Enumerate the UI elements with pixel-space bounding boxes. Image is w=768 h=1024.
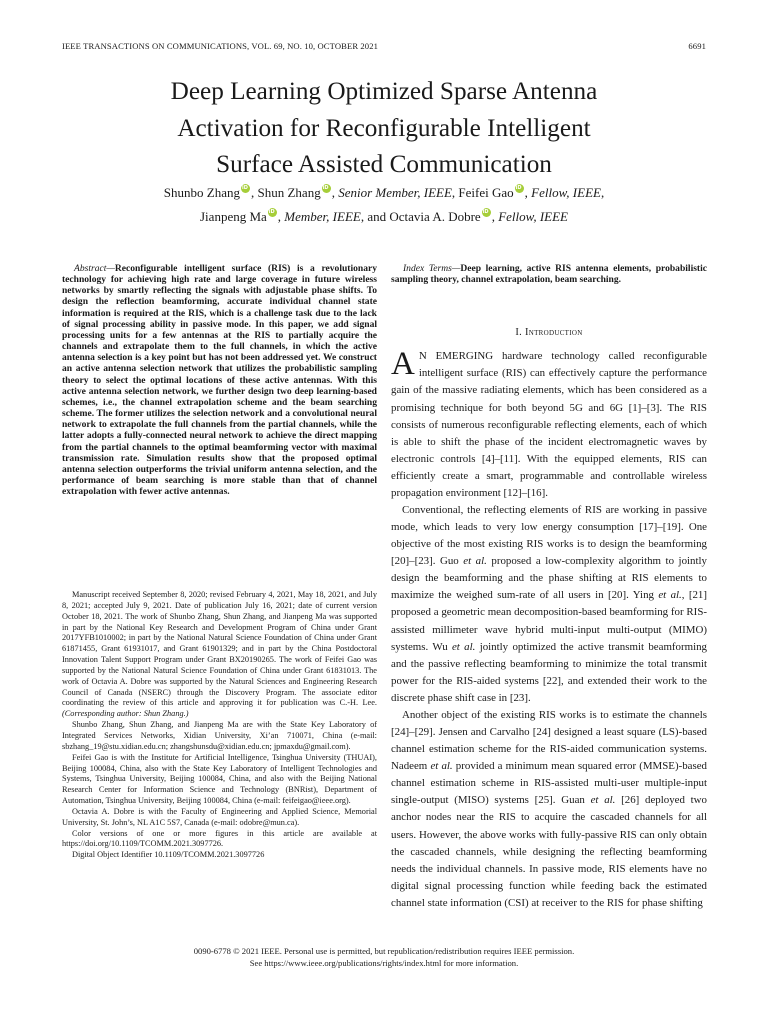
author-separator: , and bbox=[360, 209, 390, 224]
et-al: et al. bbox=[430, 760, 453, 773]
rights-link[interactable]: See https://www.ieee.org/publications/rights/index.html for more information. bbox=[249, 958, 519, 969]
paragraph-text: Conventional, the reflecting elements of RIS are working in passive mode, which leads to very low energy consumption [17]–[19]. One objective of the most existing RIS works is to design the beamforming [20]–[23]. Guo bbox=[391, 504, 707, 568]
orcid-icon[interactable] bbox=[268, 208, 277, 217]
footnote-doi: Digital Object Identifier 10.1109/TCOMM.2021.3097726 bbox=[72, 850, 265, 860]
introduction-body bbox=[391, 348, 707, 912]
index-terms-label: Index Terms— bbox=[403, 263, 461, 274]
author-role: Senior Member, IEEE bbox=[338, 185, 452, 200]
author-list bbox=[60, 181, 708, 229]
intro-paragraph bbox=[391, 502, 707, 707]
author-role: Fellow, IEEE bbox=[531, 185, 601, 200]
footnotes bbox=[62, 590, 377, 861]
orcid-icon[interactable] bbox=[241, 184, 250, 193]
author-name: Jianpeng Ma bbox=[200, 209, 267, 224]
et-al: et al. bbox=[451, 640, 476, 653]
title-line: Surface Assisted Communication bbox=[216, 151, 552, 178]
title-line: Deep Learning Optimized Sparse Antenna bbox=[170, 78, 598, 105]
section-number: I. bbox=[515, 327, 525, 339]
footnote-text: Manuscript received September 8, 2020; revised February 4, 2021, May 18, 2021, and July 8, 2021; accepted July 9, 2021. Date of publication July 16, 2021; date of current version October 18, 2021. The work of Shunbo Zhang, Shun Zhang, and Jianpeng Ma was supported in part by the National Key Research and Development Program of China under Grant 2017YFB1010002; in part by the National Natural Science Foundation of China under Grant 61871455, Grant 61931017, and Grant 61901329; and in part by the China Postdoctoral Innovation Talent Support Program under Grant BX20190265. The work of Feifei Gao was supported by the National Natural Science Foundation of China under Grant 61831013. The work of Octavia A. Dobre was supported by the Natural Sciences and Engineering Research Council of Canada (NSERC) through the Discovery Program. The associate editor coordinating the review of this article and approving it for publication was C.-H. Lee. bbox=[62, 590, 377, 708]
corresponding-author: (Corresponding author: Shun Zhang.) bbox=[62, 709, 189, 719]
intro-paragraph bbox=[391, 348, 707, 502]
index-terms-text: Deep learning, active RIS antenna elements, probabilistic sampling theory, channel extrapolation, beam searching. bbox=[391, 263, 708, 286]
right-column bbox=[391, 263, 707, 912]
journal-header: IEEE TRANSACTIONS ON COMMUNICATIONS, VOL. 69, NO. 10, OCTOBER 2021 bbox=[62, 41, 378, 51]
abstract-text: Reconfigurable intelligent surface (RIS) is a revolutionary technology for achieving high rate and large coverage in future wireless networks by smartly reflecting the signals with adjustable phase shifts. To design the reflection beamforming, accurate individual channel state information is required at the RIS, which is a challenge task due to the lack of signal processing ability in passive mode. In this paper, we add signal processing units for a few antennas at the RIS to partially acquire the channels and extrapolate them to the full channels, in which the active antenna selection is a key point but has not been addressed yet. We construct an active antenna selection network that utilizes the probabilistic sampling theory to select the optimal locations of these active antennas. With this active antenna selection network, we further design two deep learning-based schemes, i.e., the channel extrapolation scheme and the beam searching scheme. The former utilizes the selection network and a convolutional neural network to extrapolate the full channels from the partial channels, while the latter adopts a fully-connected neural network to achieve the direct mapping from the partial channels to the optimal beamforming vector with maximal transmission rate. Simulation results show that the proposed optimal antenna selection outperforms the trivial uniform antenna selection, and the performance of beam searching is more stable than that of channel extrapolation with fewer active antennas. bbox=[62, 263, 377, 498]
paragraph-text: [26] deployed two anchor nodes near the RIS to acquire the cascaded channels for all users. However, the above works with fully-passive RIS can only obtain the cascaded channels, while designing the reflecting beamforming needs the individual channels. In passive mode, RIS elements have no digital signal processing function while feeding back the estimated channel state information (CSI) at receiver to the RIS for phase shifting bbox=[391, 794, 707, 909]
running-head bbox=[62, 41, 706, 53]
author-name: Shunbo Zhang bbox=[163, 185, 240, 200]
paper-title bbox=[60, 74, 708, 184]
intro-paragraph bbox=[391, 707, 707, 912]
index-terms bbox=[391, 263, 707, 285]
section-heading bbox=[391, 327, 707, 338]
footnote-affiliation: Octavia A. Dobre is with the Faculty of Engineering and Applied Science, Memorial University, St. John’s, NL A1C 5S7, Canada (e-mail: odobre@mun.ca). bbox=[62, 806, 377, 827]
footnote-affiliation: Feifei Gao is with the Institute for Artificial Intelligence, Tsinghua University (THUAI), Beijing 100084, China, also with the State Key Laboratory of Intelligent Technologies and Systems, Tsinghua University, Beijing 100084, China, and also with the Beijing National Research Center for Information Science and Technology (BNRist), Department of Automation, Tsinghua University, Beijing 100084, China (e-mail: feifeigao@ieee.org). bbox=[62, 752, 377, 806]
footnote-color-figures: Color versions of one or more figures in this article are available at https://doi.org/10.1109/TCOMM.2021.3097726. bbox=[62, 828, 377, 849]
footnote-affiliation: Shunbo Zhang, Shun Zhang, and Jianpeng Ma are with the State Key Laboratory of Integrated Services Networks, Xidian University, Xi’an 710071, China (e-mail: sbzhang_19@stu.xidian.edu.cn; zhangshunsdu@xidian.edu.cn; jpmaxdu@gmail.com). bbox=[62, 720, 377, 751]
author-name: Feifei Gao bbox=[458, 185, 514, 200]
author-name: Shun Zhang bbox=[257, 185, 321, 200]
et-al: et al. bbox=[590, 794, 616, 807]
paragraph-text: jointly optimized the active transmit beamforming and the passive reflecting beamforming to minimize the total transmit power for the RIS-aided systems [22], and extended their work to the discrete phase shift case in [23]. bbox=[391, 640, 707, 704]
author-role: Member, IEEE bbox=[284, 209, 361, 224]
orcid-icon[interactable] bbox=[482, 208, 491, 217]
copyright-footer bbox=[62, 945, 706, 970]
author-line: Shunbo ZhangiD , Shun ZhangiD , Senior Member, IEEE, Feifei GaoiD , Fellow, IEEE, bbox=[60, 181, 708, 205]
abstract-label: Abstract— bbox=[74, 263, 115, 274]
orcid-icon[interactable] bbox=[515, 184, 524, 193]
author-name: Octavia A. Dobre bbox=[389, 209, 481, 224]
title-line: Activation for Reconfigurable Intelligent bbox=[177, 114, 591, 142]
page-number: 6691 bbox=[688, 41, 706, 51]
author-role: Fellow, IEEE bbox=[498, 209, 568, 224]
paragraph-text: provided a minimum mean squared error (MMSE)-based channel estimation scheme in RIS-assisted multi-user multiple-input single-output (MISO) systems [25]. Guan bbox=[391, 760, 707, 807]
paragraph-text: Another object of the existing RIS works is to estimate the channels [24]–[29]. Jensen and Carvalho [24] designed a least square (LS)-based channel estimation scheme for the RIS-aided communication systems. Nadeem bbox=[391, 708, 707, 773]
paragraph-text: , [21] proposed a geometric mean decomposition-based beamforming for RIS-assisted millimeter wave hybrid multi-input multi-output (MIMO) systems. Wu bbox=[391, 589, 707, 653]
copyright-line: 0090-6778 © 2021 IEEE. Personal use is permitted, but republication/redistribution requires IEEE permission. bbox=[193, 946, 575, 956]
abstract bbox=[62, 263, 377, 497]
drop-cap: A bbox=[391, 346, 415, 383]
paragraph-text: proposed a low-complexity algorithm to jointly design the beamforming and the phase shifting at RIS elements to maximize the weighed sum-rate of all users in [20]. Ying bbox=[391, 555, 707, 602]
et-al: et al. bbox=[463, 555, 487, 568]
orcid-icon[interactable] bbox=[322, 184, 331, 193]
author-line: Jianpeng MaiD , Member, IEEE, and Octavia A. DobreiD , Fellow, IEEE bbox=[60, 205, 708, 229]
left-column bbox=[62, 263, 377, 497]
paragraph-text: N EMERGING hardware technology called reconfigurable intelligent surface (RIS) can effectively capture the performance gain of the massive radiating elements, which has been considered as a promising technique for both beyond 5G and 6G [1]–[3]. The RIS consists of numerous reconfigurable reflecting elements, each of which is able to shift the phase of the incident electromagnetic waves by electronic controls [4]–[11]. With the equipped elements, RIS can efficiently create a smart, programmable and controllable wireless propagation environment [12]–[16]. bbox=[391, 350, 707, 499]
section-title: Introduction bbox=[524, 327, 583, 339]
footnote-manuscript bbox=[62, 590, 377, 720]
et-al: et al. bbox=[658, 589, 682, 602]
